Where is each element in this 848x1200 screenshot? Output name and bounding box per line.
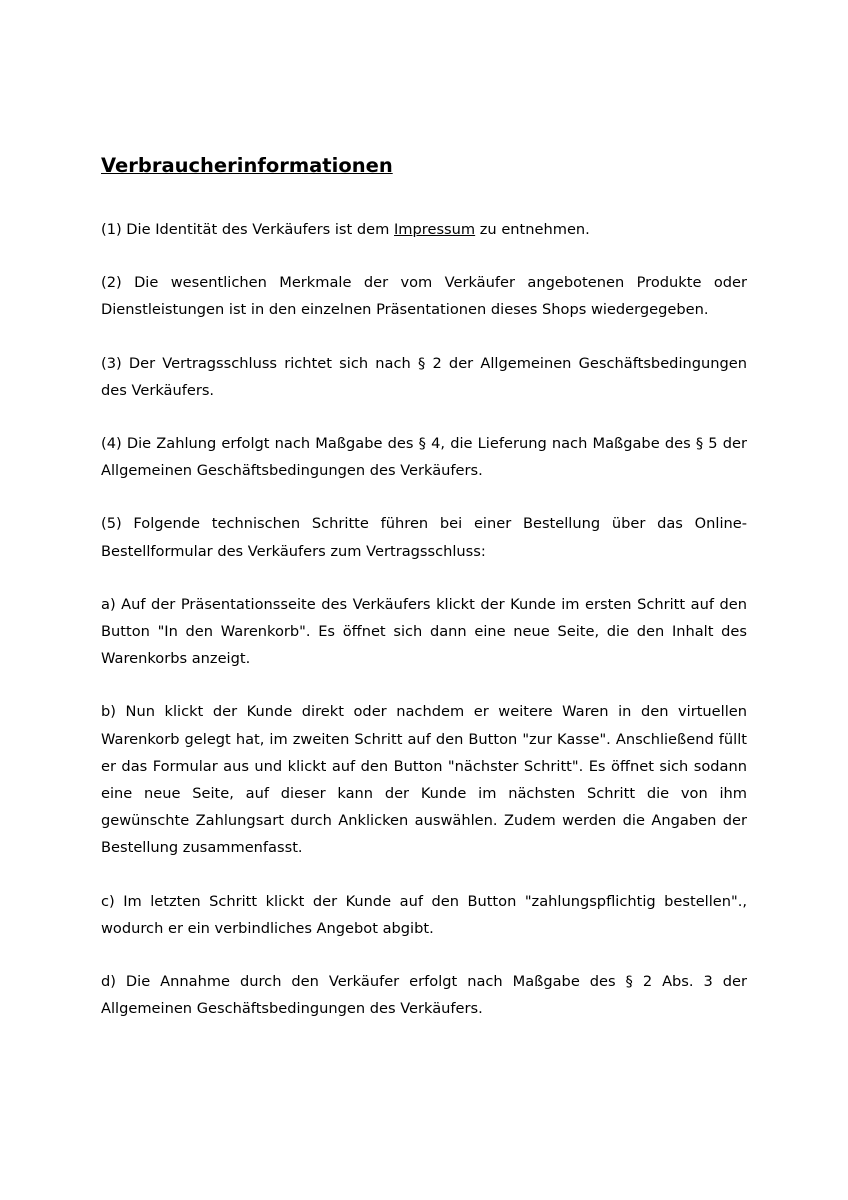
paragraph-step-a: a) Auf der Präsentationsseite des Verkäufers klickt der Kunde im ersten Schritt auf den Button "In den Warenkorb". Es öffnet sich dann eine neue Seite, die den Inhalt des Warenkorbs anzeigt. <box>101 595 747 668</box>
paragraph-4: (4) Die Zahlung erfolgt nach Maßgabe des § 4, die Lieferung nach Maßgabe des § 5 der Allgemeinen Geschäftsbedingungen des Verkäufers. <box>101 435 747 480</box>
document-page <box>101 152 747 1048</box>
paragraph-3: (3) Der Vertragsschluss richtet sich nach § 2 der Allgemeinen Geschäftsbedingungen des Verkäufers. <box>101 354 747 399</box>
paragraph-1-text-before: (1) Die Identität des Verkäufers ist dem <box>101 221 394 238</box>
paragraph-1-text-after: zu entnehmen. <box>475 221 590 238</box>
page-title: Verbraucherinformationen <box>101 154 393 177</box>
paragraph-step-d: d) Die Annahme durch den Verkäufer erfolgt nach Maßgabe des § 2 Abs. 3 der Allgemeinen Geschäftsbedingungen des Verkäufers. <box>101 973 747 1018</box>
paragraph-2: (2) Die wesentlichen Merkmale der vom Verkäufer angebotenen Produkte oder Dienstleistungen ist in den einzelnen Präsentationen dieses Shops wiedergegeben. <box>101 274 747 319</box>
paragraph-step-c: c) Im letzten Schritt klickt der Kunde auf den Button "zahlungspflichtig bestellen"., wodurch er ein verbindliches Angebot abgibt. <box>101 892 747 937</box>
impressum-link[interactable]: Impressum <box>394 221 476 238</box>
paragraph-step-b: b) Nun klickt der Kunde direkt oder nachdem er weitere Waren in den virtuellen Warenkorb gelegt hat, im zweiten Schritt auf den Button "zur Kasse". Anschließend füllt er das Formular aus und klickt auf den Button "nächster Schritt". Es öffnet sich sodann eine neue Seite, auf dieser kann der Kunde im nächsten Schritt die von ihm gewünschte Zahlungsart durch Anklicken auswählen. Zudem werden die Angaben der Bestellung zusammenfasst. <box>101 703 747 857</box>
paragraph-5: (5) Folgende technischen Schritte führen bei einer Bestellung über das Online-Bestellformular des Verkäufers zum Vertragsschluss: <box>101 515 747 560</box>
paragraph-1 <box>101 216 747 243</box>
